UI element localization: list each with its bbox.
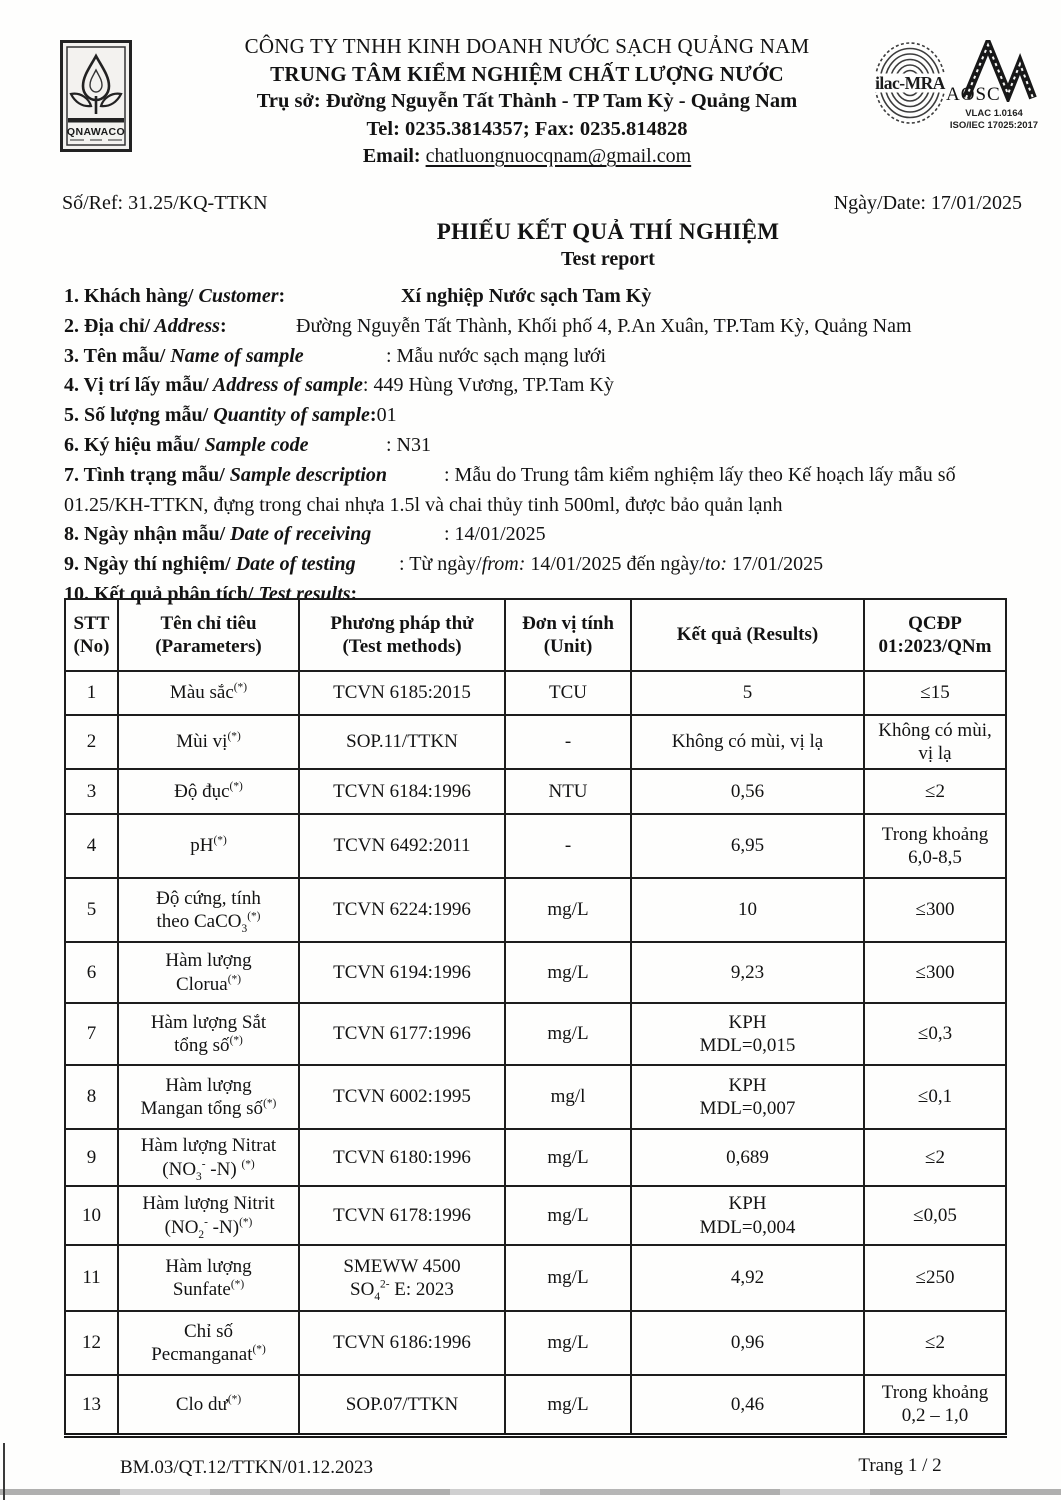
email-address: chatluongnuocqnam@gmail.com [425, 145, 692, 168]
col-header-limit: QCĐP 01:2023/QNm [864, 599, 1006, 671]
cell-no: 3 [65, 769, 118, 814]
cell-no: 6 [65, 942, 118, 1003]
field-label-vi: 10. Kết quả phân tích/ [64, 582, 254, 605]
table-row [65, 1129, 1006, 1186]
cell-result: 0,689 [631, 1129, 864, 1186]
field-row [64, 550, 1012, 580]
cell-limit: ≤2 [864, 1311, 1006, 1375]
col-header-unit: Đơn vị tính (Unit) [505, 599, 631, 671]
email-label: Email: [362, 145, 421, 168]
cell-unit: mg/l [505, 1065, 631, 1129]
cell-result: KPH MDL=0,007 [631, 1065, 864, 1129]
cell-unit: mg/L [505, 1311, 631, 1375]
field-value: : N31 [386, 433, 431, 456]
company-name: CÔNG TY TNHH KINH DOANH NƯỚC SẠCH QUẢNG NAM [244, 34, 810, 58]
table-row [65, 671, 1006, 715]
cell-parameter: Độ đục(*) [118, 769, 299, 814]
table-row [65, 1375, 1006, 1435]
col-header-parameter: Tên chỉ tiêu (Parameters) [118, 599, 299, 671]
cell-result: 5 [631, 671, 864, 715]
field-label [64, 461, 444, 491]
field-label-en: Date of receiving [225, 523, 372, 546]
cell-method: TCVN 6492:2011 [299, 814, 505, 878]
sample-info-fields [64, 282, 1012, 610]
field-label [64, 342, 386, 372]
field-label-colon: : [350, 582, 358, 605]
cell-no: 7 [65, 1003, 118, 1065]
aosc-iso-code: ISO/IEC 17025:2017 [949, 119, 1039, 131]
field-row [64, 312, 1012, 342]
table-row [65, 715, 1006, 769]
cell-limit: ≤0,3 [864, 1003, 1006, 1065]
cell-result: 6,95 [631, 814, 864, 878]
cell-limit: ≤2 [864, 1129, 1006, 1186]
cell-method: TCVN 6194:1996 [299, 942, 505, 1003]
table-row [65, 1311, 1006, 1375]
table-row [65, 1065, 1006, 1129]
table-row [65, 1186, 1006, 1245]
cell-method: TCVN 6224:1996 [299, 878, 505, 942]
col-header-result: Kết quả (Results) [631, 599, 864, 671]
field-value: : 14/01/2025 [444, 523, 546, 546]
field-label-vi: 6. Ký hiệu mẫu/ [64, 433, 200, 456]
cell-limit: ≤300 [864, 878, 1006, 942]
table-header-row [65, 599, 1006, 671]
field-label-colon: : [278, 285, 286, 307]
cell-parameter: Hàm lượng Clorua(*) [118, 942, 299, 1003]
field-label-en: Address of sample [208, 374, 363, 397]
cell-parameter: Clo dư(*) [118, 1375, 299, 1435]
table-row [65, 942, 1006, 1003]
footer-page-number: Trang 1 / 2 [858, 1455, 942, 1476]
cell-result: 4,92 [631, 1245, 864, 1311]
scan-bottom-artifact [0, 1489, 1061, 1495]
cell-limit: ≤250 [864, 1245, 1006, 1311]
cell-no: 12 [65, 1311, 118, 1375]
field-value: Đường Nguyễn Tất Thành, Khối phố 4, P.An Xuân, TP.Tam Kỳ, Quảng Nam [296, 314, 912, 337]
field-label [64, 282, 401, 312]
cell-limit: ≤300 [864, 942, 1006, 1003]
header-address: Trụ sở: Đường Nguyễn Tất Thành - TP Tam Kỳ - Quảng Nam [256, 90, 798, 113]
results-table [64, 598, 1007, 1438]
aosc-accreditation-text [938, 108, 1050, 131]
cell-method: SOP.11/TTKN [299, 715, 505, 769]
cell-method: TCVN 6178:1996 [299, 1186, 505, 1245]
field-label [64, 550, 399, 580]
cell-result: 10 [631, 878, 864, 942]
report-date: Ngày/Date: 17/01/2025 [833, 192, 1022, 214]
cell-method: TCVN 6186:1996 [299, 1311, 505, 1375]
field-row [64, 461, 1012, 521]
field-label-en: Sample description [224, 463, 388, 486]
qnawaco-logo [60, 40, 132, 152]
field-value: : 449 Hùng Vương, TP.Tam Kỳ [362, 374, 614, 397]
field-label-colon: : [369, 404, 377, 427]
field-row [64, 282, 1012, 312]
col-header-no: STT (No) [65, 599, 118, 671]
field-label [64, 520, 444, 550]
col-header-method: Phương pháp thử (Test methods) [299, 599, 505, 671]
cell-method: SOP.07/TTKN [299, 1375, 505, 1435]
cell-limit: Trong khoảng 6,0-8,5 [864, 814, 1006, 878]
cell-result: 0,46 [631, 1375, 864, 1435]
field-label-en: Name of sample [165, 344, 304, 367]
cell-unit: NTU [505, 769, 631, 814]
table-row [65, 769, 1006, 814]
cell-result: 0,56 [631, 769, 864, 814]
cell-unit: mg/L [505, 1129, 631, 1186]
cell-no: 5 [65, 878, 118, 942]
cell-method: TCVN 6184:1996 [299, 769, 505, 814]
field-row [64, 401, 1012, 431]
field-label-vi: 7. Tình trạng mẫu/ [64, 463, 225, 486]
field-value: Xí nghiệp Nước sạch Tam Kỳ [401, 285, 652, 307]
cell-result: KPH MDL=0,015 [631, 1003, 864, 1065]
field-row [64, 520, 1012, 550]
field-label-vi: 1. Khách hàng/ [64, 285, 194, 307]
cell-parameter: Hàm lượng Mangan tổng số(*) [118, 1065, 299, 1129]
table-row [65, 878, 1006, 942]
field-label [64, 312, 296, 342]
cell-no: 13 [65, 1375, 118, 1435]
cell-parameter: Hàm lượng Nitrit ($NO_2^-$ -N)(*) [118, 1186, 299, 1245]
ref-number: Số/Ref: 31.25/KQ-TTKN [62, 192, 268, 214]
cell-no: 1 [65, 671, 118, 715]
field-label [64, 371, 363, 401]
aosc-vlac-code: VLAC 1.0164 [965, 108, 1023, 119]
field-label [64, 431, 386, 461]
cell-no: 10 [65, 1186, 118, 1245]
cell-unit: mg/L [505, 878, 631, 942]
field-label-vi: 3. Tên mẫu/ [64, 344, 166, 367]
cell-result: 0,96 [631, 1311, 864, 1375]
svg-text:QNAWACO: QNAWACO [66, 126, 126, 138]
cell-no: 2 [65, 715, 118, 769]
cell-unit: - [505, 814, 631, 878]
cell-limit: ≤2 [864, 769, 1006, 814]
cell-method: TCVN 6180:1996 [299, 1129, 505, 1186]
cell-parameter: pH(*) [118, 814, 299, 878]
cell-limit: Không có mùi, vị lạ [864, 715, 1006, 769]
field-label-vi: 4. Vị trí lấy mẫu/ [64, 374, 209, 397]
ilac-mra-logo [873, 40, 947, 126]
field-label-en: Quantity of sample [208, 404, 370, 427]
cell-method: TCVN 6177:1996 [299, 1003, 505, 1065]
field-value: : Mẫu nước sạch mạng lưới [386, 344, 607, 367]
field-row [64, 342, 1012, 372]
report-title-vi: PHIẾU KẾT QUẢ THÍ NGHIỆM [436, 219, 780, 244]
cell-method: SMEWW 4500 $SO_4^{2-}$ E: 2023 [299, 1245, 505, 1311]
field-label-en: Test results [253, 582, 351, 605]
field-label-en: Address [150, 314, 220, 337]
field-value: : Từ ngày/from: 14/01/2025 đến ngày/to: 17/01/2025 [399, 553, 824, 576]
scan-edge-artifact [3, 1443, 5, 1500]
field-label-colon: : [219, 314, 227, 337]
cell-no: 9 [65, 1129, 118, 1186]
cell-no: 4 [65, 814, 118, 878]
cell-unit: mg/L [505, 1186, 631, 1245]
field-label [64, 401, 377, 431]
field-label-vi: 8. Ngày nhận mẫu/ [64, 523, 226, 546]
cell-unit: TCU [505, 671, 631, 715]
cell-unit: mg/L [505, 1375, 631, 1435]
field-label-vi: 5. Số lượng mẫu/ [64, 404, 209, 427]
cell-limit: Trong khoảng 0,2 – 1,0 [864, 1375, 1006, 1435]
cell-limit: ≤0,1 [864, 1065, 1006, 1129]
field-value: 01 [376, 404, 397, 427]
cell-parameter: Mùi vị(*) [118, 715, 299, 769]
field-row [64, 431, 1012, 461]
field-label-vi: 9. Ngày thí nghiệm/ [64, 553, 231, 576]
field-row [64, 371, 1012, 401]
table-row [65, 1003, 1006, 1065]
cell-unit: mg/L [505, 942, 631, 1003]
svg-text:ilac-MRA: ilac-MRA [875, 73, 945, 93]
cell-parameter: Hàm lượng Sắt tổng số(*) [118, 1003, 299, 1065]
header-tel-fax: Tel: 0235.3814357; Fax: 0235.814828 [366, 117, 688, 140]
cell-no: 8 [65, 1065, 118, 1129]
table-row [65, 814, 1006, 878]
cell-method: TCVN 6185:2015 [299, 671, 505, 715]
cell-parameter: Màu sắc(*) [118, 671, 299, 715]
cell-parameter: Hàm lượng Sunfate(*) [118, 1245, 299, 1311]
cell-result: 9,23 [631, 942, 864, 1003]
cell-limit: ≤0,05 [864, 1186, 1006, 1245]
cell-unit: - [505, 715, 631, 769]
cell-parameter: Hàm lượng Nitrat ($NO_3^-$ -N) (*) [118, 1129, 299, 1186]
cell-limit: ≤15 [864, 671, 1006, 715]
cell-method: TCVN 6002:1995 [299, 1065, 505, 1129]
cell-unit: mg/L [505, 1003, 631, 1065]
aosc-label: AOSC [946, 84, 1001, 105]
header-text-block [182, 33, 872, 171]
center-name: TRUNG TÂM KIỂM NGHIỆM CHẤT LƯỢNG NƯỚC [270, 61, 784, 86]
cell-result: Không có mùi, vị lạ [631, 715, 864, 769]
cell-unit: mg/L [505, 1245, 631, 1311]
field-label-en: Customer [193, 285, 279, 307]
header-email-line [182, 143, 872, 171]
cell-no: 11 [65, 1245, 118, 1311]
field-value: : Mẫu do Trung tâm kiểm nghiệm lấy theo Kế hoạch lấy mẫu số 01.25/KH-TTKN, đựng trong chai nhựa 1.5l và chai thủy tinh 500ml, được bảo quản lạnh [64, 463, 956, 516]
field-label-vi: 2. Địa chỉ/ [64, 314, 151, 337]
field-label-en: Sample code [199, 433, 309, 456]
report-title-en: Test report [561, 248, 655, 270]
cell-parameter: Độ cứng, tính theo CaCO$_3$(*) [118, 878, 299, 942]
table-row [65, 1245, 1006, 1311]
footer-form-code: BM.03/QT.12/TTKN/01.12.2023 [120, 1457, 373, 1478]
cell-result: KPH MDL=0,004 [631, 1186, 864, 1245]
cell-parameter: Chỉ số Pecmanganat(*) [118, 1311, 299, 1375]
field-label-en: Date of testing [230, 553, 356, 576]
